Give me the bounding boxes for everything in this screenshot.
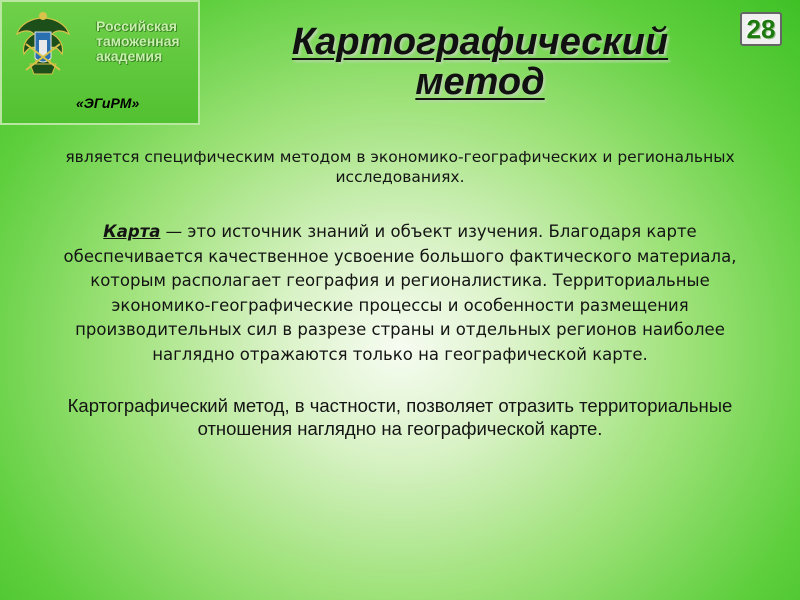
map-definition-paragraph [50, 220, 750, 367]
intro-text: является специфическим методом в экономико-географических и региональных исследованиях. [65, 148, 735, 186]
slide-title [230, 22, 730, 102]
academy-name-line: Российская [96, 18, 177, 34]
academy-name [96, 19, 200, 64]
closing-text: Картографический метод, в частности, позволяет отразить территориальные отношения наглядно на географической карте. [67, 395, 733, 439]
slide-title-line: Картографический [291, 21, 669, 63]
map-definition-text: — это источник знаний и объект изучения. Благодаря карте обеспечивается качественное усвоение большого фактического материала, которым располагает география и регионалистика. Территориальные экономико-географические процессы и особенности размещения производительных сил в разрезе страны и отдельных регионов наиболее наглядно отражаются только на географической карте. [63, 222, 737, 364]
department-label: «ЭГиРМ» [76, 95, 140, 111]
slide-number-badge: 28 [740, 12, 782, 46]
map-term: Карта [103, 222, 161, 241]
slide-title-line: метод [415, 61, 545, 103]
academy-name-line: академия [96, 48, 163, 64]
customs-emblem-icon [14, 10, 72, 80]
academy-name-line: таможенная [96, 33, 180, 49]
academy-logo-panel [0, 0, 200, 125]
